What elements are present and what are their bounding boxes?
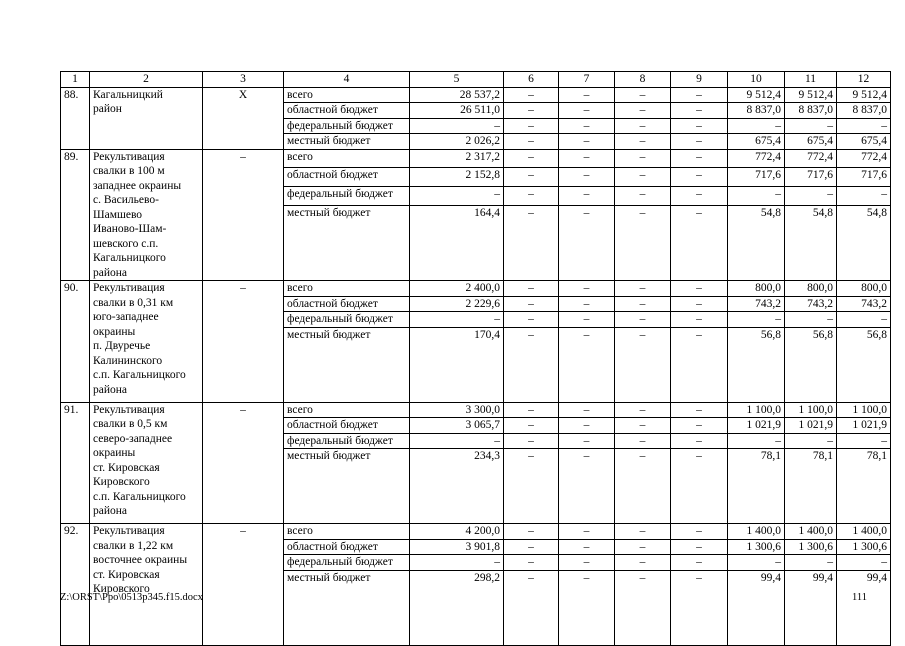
column-9-value: – xyxy=(671,327,728,402)
year-amount: 56,8 xyxy=(728,327,785,402)
year-amount: 8 837,0 xyxy=(785,103,837,119)
year-amount: 772,4 xyxy=(785,149,837,168)
year-amount: 99,4 xyxy=(785,570,837,645)
year-amount: – xyxy=(785,118,837,134)
item-name-line: Кагальницкого xyxy=(93,252,166,264)
item-name-line: Рекультивация xyxy=(93,525,165,537)
column-header: 9 xyxy=(671,72,728,88)
total-amount: 2 152,8 xyxy=(410,168,504,187)
column-8-value: – xyxy=(615,118,671,134)
column-7-value: – xyxy=(559,312,615,328)
year-amount: 743,2 xyxy=(728,296,785,312)
total-amount: – xyxy=(410,433,504,449)
year-amount: 675,4 xyxy=(728,134,785,150)
year-amount: – xyxy=(728,433,785,449)
column-9-value: – xyxy=(671,87,728,103)
year-amount: 78,1 xyxy=(728,449,785,524)
total-amount: – xyxy=(410,555,504,571)
year-amount: – xyxy=(785,312,837,328)
year-amount: 717,6 xyxy=(785,168,837,187)
funding-source-label: местный бюджет xyxy=(284,327,410,402)
year-amount: 9 512,4 xyxy=(728,87,785,103)
table-row xyxy=(61,281,891,297)
column-header: 11 xyxy=(785,72,837,88)
column-7-value: – xyxy=(559,168,615,187)
row-number: 88. xyxy=(61,87,90,149)
funding-source-label: областной бюджет xyxy=(284,296,410,312)
year-amount: 1 100,0 xyxy=(728,402,785,418)
column-8-value: – xyxy=(615,206,671,281)
column-8-value: – xyxy=(615,418,671,434)
total-amount: 2 229,6 xyxy=(410,296,504,312)
row-number: 91. xyxy=(61,402,90,524)
column-header: 5 xyxy=(410,72,504,88)
column-3-value: – xyxy=(203,524,284,646)
funding-source-label: всего xyxy=(284,402,410,418)
item-name xyxy=(90,524,203,646)
row-number: 89. xyxy=(61,149,90,281)
funding-source-label: федеральный бюджет xyxy=(284,433,410,449)
item-name-line: Шамшево xyxy=(93,208,143,221)
year-amount: 772,4 xyxy=(728,149,785,168)
item-name-line: Кагальницкий xyxy=(93,88,163,101)
funding-source-label: всего xyxy=(284,281,410,297)
total-amount: 3 901,8 xyxy=(410,539,504,555)
year-amount: – xyxy=(837,312,891,328)
column-8-value: – xyxy=(615,149,671,168)
column-6-value: – xyxy=(504,418,559,434)
year-amount: 1 400,0 xyxy=(728,524,785,540)
funding-source-label: областной бюджет xyxy=(284,168,410,187)
item-name-line: окраины xyxy=(93,325,136,338)
column-9-value: – xyxy=(671,555,728,571)
total-amount: 170,4 xyxy=(410,327,504,402)
column-7-value: – xyxy=(559,539,615,555)
year-amount: 54,8 xyxy=(837,206,891,281)
column-7-value: – xyxy=(559,281,615,297)
column-9-value: – xyxy=(671,402,728,418)
year-amount: 1 300,6 xyxy=(785,539,837,555)
column-6-value: – xyxy=(504,206,559,281)
column-7-value: – xyxy=(559,149,615,168)
funding-source-label: всего xyxy=(284,87,410,103)
year-amount: 99,4 xyxy=(837,570,891,645)
column-8-value: – xyxy=(615,433,671,449)
column-7-value: – xyxy=(559,296,615,312)
column-header: 7 xyxy=(559,72,615,88)
item-name-line: шевского с.п. xyxy=(93,237,159,250)
item-name xyxy=(90,87,203,149)
column-6-value: – xyxy=(504,402,559,418)
column-9-value: – xyxy=(671,418,728,434)
column-7-value: – xyxy=(559,103,615,119)
column-7-value: – xyxy=(559,433,615,449)
item-name xyxy=(90,149,203,281)
item-name-line: Рекультивация xyxy=(93,403,165,416)
column-6-value: – xyxy=(504,327,559,402)
funding-source-label: местный бюджет xyxy=(284,206,410,281)
total-amount: 3 300,0 xyxy=(410,402,504,418)
year-amount: 717,6 xyxy=(728,168,785,187)
item-name-line: свалки в 1,22 км xyxy=(93,539,174,552)
item-name-line: северо-западнее xyxy=(93,432,173,445)
column-6-value: – xyxy=(504,312,559,328)
column-9-value: – xyxy=(671,524,728,540)
column-8-value: – xyxy=(615,168,671,187)
year-amount: – xyxy=(728,312,785,328)
column-3-value: – xyxy=(203,402,284,524)
column-9-value: – xyxy=(671,206,728,281)
year-amount: 772,4 xyxy=(837,149,891,168)
column-6-value: – xyxy=(504,433,559,449)
year-amount: 56,8 xyxy=(837,327,891,402)
column-8-value: – xyxy=(615,134,671,150)
column-8-value: – xyxy=(615,87,671,103)
year-amount: – xyxy=(837,555,891,571)
item-name-line: свалки в 0,5 км xyxy=(93,418,168,430)
item-name-line: восточнее окраины xyxy=(93,554,188,566)
year-amount: – xyxy=(785,555,837,571)
item-name-line: района xyxy=(93,383,128,396)
year-amount: 8 837,0 xyxy=(728,103,785,119)
column-7-value: – xyxy=(559,555,615,571)
column-7-value: – xyxy=(559,570,615,645)
year-amount: 1 100,0 xyxy=(837,402,891,418)
total-amount: 234,3 xyxy=(410,449,504,524)
year-amount: 800,0 xyxy=(785,281,837,297)
year-amount: 743,2 xyxy=(785,296,837,312)
year-amount: 54,8 xyxy=(785,206,837,281)
year-amount: 675,4 xyxy=(785,134,837,150)
column-8-value: – xyxy=(615,187,671,206)
table-row xyxy=(61,524,891,540)
item-name-line: с.п. Кагальницкого xyxy=(93,490,186,503)
column-8-value: – xyxy=(615,327,671,402)
column-8-value: – xyxy=(615,281,671,297)
column-6-value: – xyxy=(504,187,559,206)
year-amount: – xyxy=(785,187,837,206)
year-amount: – xyxy=(728,118,785,134)
funding-source-label: местный бюджет xyxy=(284,570,410,645)
total-amount: 28 537,2 xyxy=(410,87,504,103)
table-row xyxy=(61,402,891,418)
column-9-value: – xyxy=(671,312,728,328)
column-header: 4 xyxy=(284,72,410,88)
year-amount: 1 100,0 xyxy=(785,402,837,418)
column-6-value: – xyxy=(504,570,559,645)
year-amount: 54,8 xyxy=(728,206,785,281)
year-amount: 675,4 xyxy=(837,134,891,150)
column-9-value: – xyxy=(671,296,728,312)
item-name-line: Кировского xyxy=(93,583,150,595)
column-9-value: – xyxy=(671,433,728,449)
year-amount: 99,4 xyxy=(728,570,785,645)
column-8-value: – xyxy=(615,539,671,555)
column-8-value: – xyxy=(615,296,671,312)
column-6-value: – xyxy=(504,555,559,571)
item-name-line: Кировского xyxy=(93,476,150,488)
item-name-line: района xyxy=(93,266,128,279)
page-number: 111 xyxy=(852,592,867,603)
item-name-line: ст. Кировская xyxy=(93,461,160,474)
column-6-value: – xyxy=(504,168,559,187)
column-header: 3 xyxy=(203,72,284,88)
funding-source-label: федеральный бюджет xyxy=(284,312,410,328)
year-amount: 1 021,9 xyxy=(785,418,837,434)
column-6-value: – xyxy=(504,539,559,555)
column-9-value: – xyxy=(671,449,728,524)
year-amount: 1 400,0 xyxy=(785,524,837,540)
item-name xyxy=(90,402,203,524)
item-name-line: Иваново-Шам- xyxy=(93,223,167,235)
funding-source-label: федеральный бюджет xyxy=(284,555,410,571)
column-header: 8 xyxy=(615,72,671,88)
column-9-value: – xyxy=(671,149,728,168)
column-header: 1 xyxy=(61,72,90,88)
column-8-value: – xyxy=(615,570,671,645)
column-6-value: – xyxy=(504,103,559,119)
table-body xyxy=(61,87,891,645)
year-amount: 1 300,6 xyxy=(728,539,785,555)
year-amount: – xyxy=(785,433,837,449)
funding-source-label: областной бюджет xyxy=(284,418,410,434)
budget-table xyxy=(60,71,891,646)
year-amount: 800,0 xyxy=(837,281,891,297)
year-amount: – xyxy=(728,187,785,206)
funding-source-label: всего xyxy=(284,524,410,540)
column-9-value: – xyxy=(671,118,728,134)
item-name-line: Рекультивация xyxy=(93,282,165,294)
column-9-value: – xyxy=(671,103,728,119)
file-path: Z:\ORST\Ppo\0513p345.f15.docx xyxy=(60,592,203,603)
column-6-value: – xyxy=(504,134,559,150)
column-3-value: Х xyxy=(203,87,284,149)
column-header: 12 xyxy=(837,72,891,88)
column-7-value: – xyxy=(559,327,615,402)
item-name-line: с. Васильево- xyxy=(93,194,159,206)
column-8-value: – xyxy=(615,449,671,524)
column-3-value: – xyxy=(203,281,284,403)
row-number: 90. xyxy=(61,281,90,403)
year-amount: 1 021,9 xyxy=(728,418,785,434)
column-6-value: – xyxy=(504,449,559,524)
year-amount: 800,0 xyxy=(728,281,785,297)
column-8-value: – xyxy=(615,312,671,328)
item-name-line: окраины xyxy=(93,447,136,459)
column-9-value: – xyxy=(671,187,728,206)
year-amount: 1 400,0 xyxy=(837,524,891,540)
year-amount: 9 512,4 xyxy=(837,87,891,103)
column-9-value: – xyxy=(671,134,728,150)
column-7-value: – xyxy=(559,134,615,150)
column-9-value: – xyxy=(671,281,728,297)
year-amount: 9 512,4 xyxy=(785,87,837,103)
total-amount: 2 317,2 xyxy=(410,149,504,168)
year-amount: 78,1 xyxy=(785,449,837,524)
column-7-value: – xyxy=(559,118,615,134)
column-7-value: – xyxy=(559,449,615,524)
total-amount: 4 200,0 xyxy=(410,524,504,540)
item-name xyxy=(90,281,203,403)
column-header: 2 xyxy=(90,72,203,88)
year-amount: 78,1 xyxy=(837,449,891,524)
column-7-value: – xyxy=(559,87,615,103)
column-8-value: – xyxy=(615,402,671,418)
column-7-value: – xyxy=(559,524,615,540)
year-amount: 743,2 xyxy=(837,296,891,312)
item-name-line: свалки в 100 м xyxy=(93,165,165,177)
column-9-value: – xyxy=(671,168,728,187)
total-amount: 2 400,0 xyxy=(410,281,504,297)
column-8-value: – xyxy=(615,103,671,119)
item-name-line: ст. Кировская xyxy=(93,568,160,581)
item-name-line: п. Двуречье xyxy=(93,340,151,352)
column-6-value: – xyxy=(504,296,559,312)
row-number: 92. xyxy=(61,524,90,646)
column-header: 10 xyxy=(728,72,785,88)
total-amount: 3 065,7 xyxy=(410,418,504,434)
item-name-line: с.п. Кагальницкого xyxy=(93,369,186,381)
total-amount: – xyxy=(410,118,504,134)
column-6-value: – xyxy=(504,281,559,297)
funding-source-label: федеральный бюджет xyxy=(284,187,410,206)
column-number-row xyxy=(61,72,891,88)
year-amount: – xyxy=(837,187,891,206)
table-row xyxy=(61,149,891,168)
year-amount: 717,6 xyxy=(837,168,891,187)
column-6-value: – xyxy=(504,524,559,540)
funding-source-label: областной бюджет xyxy=(284,103,410,119)
year-amount: 1 021,9 xyxy=(837,418,891,434)
column-8-value: – xyxy=(615,524,671,540)
item-name-line: западнее окраины xyxy=(93,179,182,192)
year-amount: 56,8 xyxy=(785,327,837,402)
total-amount: 2 026,2 xyxy=(410,134,504,150)
funding-source-label: всего xyxy=(284,149,410,168)
column-7-value: – xyxy=(559,206,615,281)
total-amount: 298,2 xyxy=(410,570,504,645)
column-6-value: – xyxy=(504,118,559,134)
funding-source-label: областной бюджет xyxy=(284,539,410,555)
total-amount: 164,4 xyxy=(410,206,504,281)
total-amount: – xyxy=(410,187,504,206)
column-header: 6 xyxy=(504,72,559,88)
funding-source-label: местный бюджет xyxy=(284,449,410,524)
column-7-value: – xyxy=(559,187,615,206)
column-7-value: – xyxy=(559,402,615,418)
year-amount: – xyxy=(837,118,891,134)
item-name-line: Калининского xyxy=(93,354,163,367)
column-6-value: – xyxy=(504,149,559,168)
item-name-line: район xyxy=(93,103,122,115)
year-amount: 8 837,0 xyxy=(837,103,891,119)
column-9-value: – xyxy=(671,539,728,555)
year-amount: – xyxy=(837,433,891,449)
year-amount: – xyxy=(728,555,785,571)
funding-source-label: федеральный бюджет xyxy=(284,118,410,134)
table-row xyxy=(61,87,891,103)
column-6-value: – xyxy=(504,87,559,103)
item-name-line: юго-западнее xyxy=(93,311,159,323)
item-name-line: Рекультивация xyxy=(93,150,165,163)
item-name-line: свалки в 0,31 км xyxy=(93,296,174,309)
item-name-line: района xyxy=(93,505,128,517)
year-amount: 1 300,6 xyxy=(837,539,891,555)
column-3-value: – xyxy=(203,149,284,281)
column-9-value: – xyxy=(671,570,728,645)
funding-source-label: местный бюджет xyxy=(284,134,410,150)
column-7-value: – xyxy=(559,418,615,434)
total-amount: – xyxy=(410,312,504,328)
column-8-value: – xyxy=(615,555,671,571)
total-amount: 26 511,0 xyxy=(410,103,504,119)
